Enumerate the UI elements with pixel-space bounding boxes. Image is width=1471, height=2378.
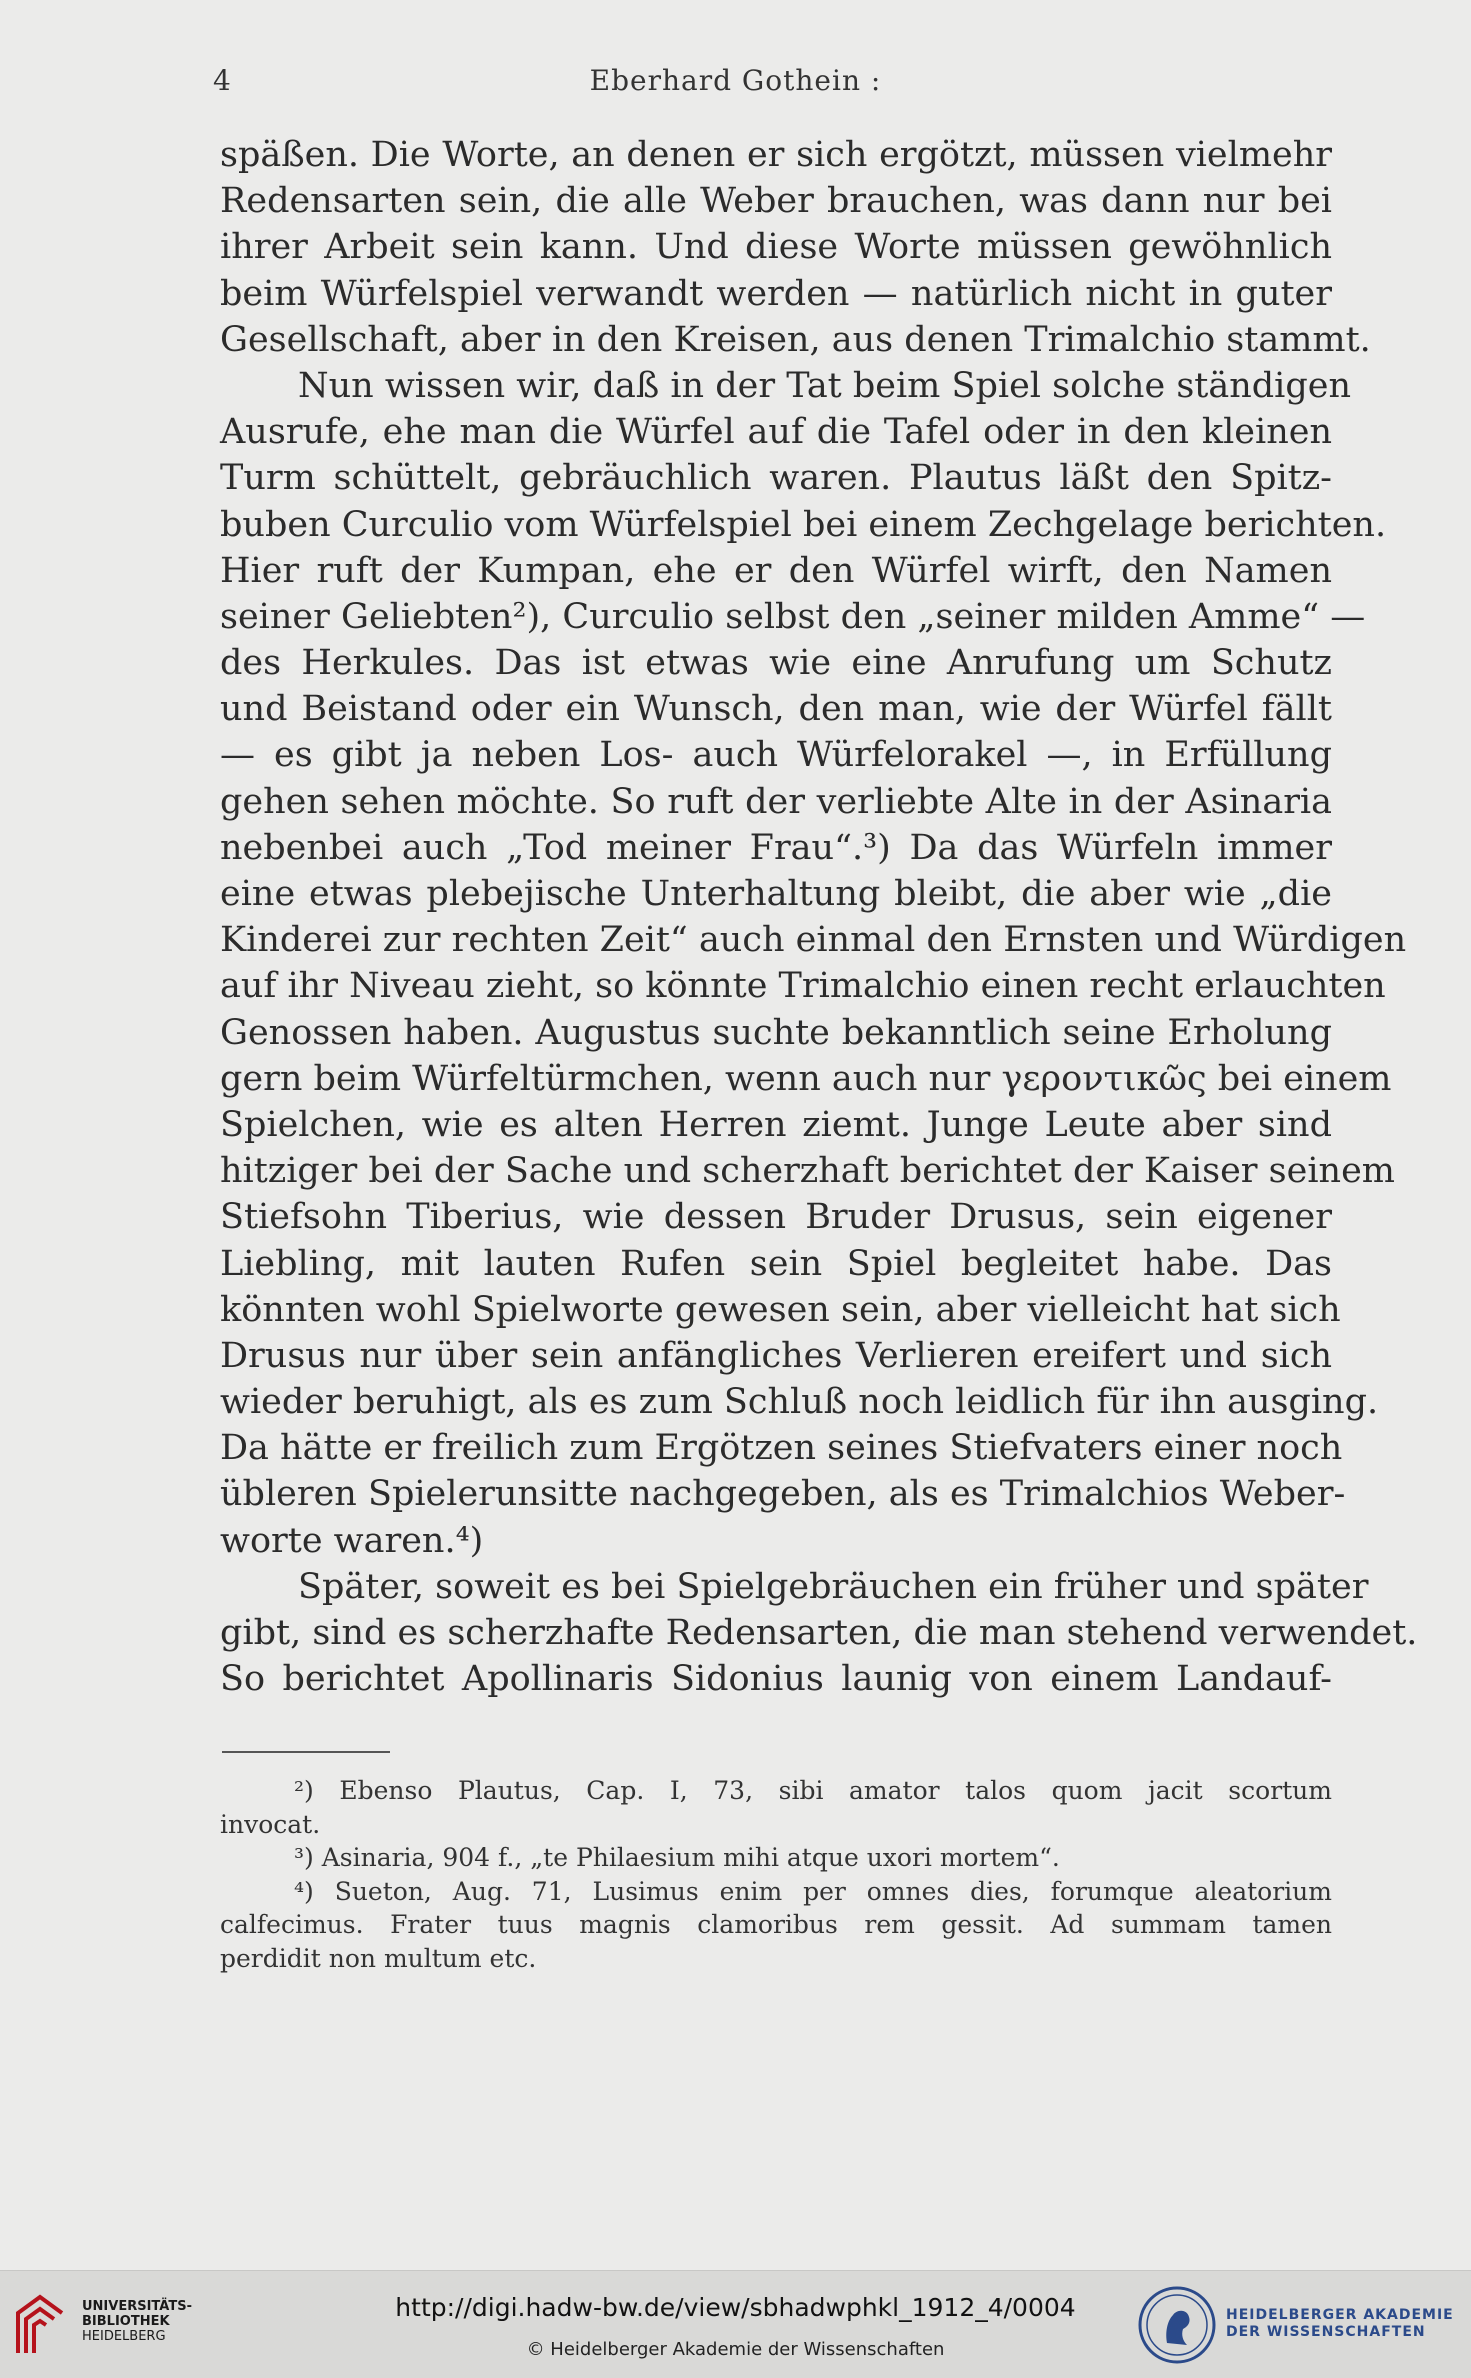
body-line: Redensarten sein, die alle Weber brauchen, was dann nur bei <box>220 181 1332 222</box>
body-line: übleren Spielerunsitte nachgegeben, als es Trimalchios Weber- <box>220 1474 1346 1515</box>
permalink-url[interactable]: http://digi.hadw-bw.de/view/sbhadwphkl_1912_4/0004 <box>395 2293 1076 2322</box>
body-line: hitziger bei der Sache und scherzhaft berichtet der Kaiser seinem <box>220 1151 1395 1192</box>
body-line: Später, soweit es bei Spielgebräuchen ein früher und später <box>298 1566 1369 1607</box>
footnote-divider <box>222 1751 390 1753</box>
body-line: Spielchen, wie es alten Herren ziemt. Junge Leute aber sind <box>220 1104 1332 1145</box>
running-header <box>0 64 1471 104</box>
footnote-line: perdidit non multum etc. <box>220 1943 537 1973</box>
body-line: buben Curculio vom Würfelspiel bei einem Zechgelage berichten. <box>220 504 1387 545</box>
body-line: späßen. Die Worte, an denen er sich ergötzt, müssen vielmehr <box>220 135 1332 175</box>
body-line: So berichtet Apollinaris Sidonius launig von einem Landauf- <box>220 1659 1332 1700</box>
body-line: ihrer Arbeit sein kann. Und diese Worte müssen gewöhnlich <box>220 227 1332 268</box>
footer-bar <box>0 2270 1471 2378</box>
body-line: und Beistand oder ein Wunsch, den man, wie der Würfel fällt <box>220 689 1332 730</box>
copyright-notice: © Heidelberger Akademie der Wissenschaften <box>526 2339 945 2360</box>
footnote-line: calfecimus. Frater tuus magnis clamoribus rem gessit. Ad summam tamen <box>220 1910 1332 1939</box>
body-line: könnten wohl Spielworte gewesen sein, aber vielleicht hat sich <box>220 1289 1341 1330</box>
body-line: worte waren.⁴) <box>220 1520 484 1561</box>
body-line: Drusus nur über sein anfängliches Verlieren ereifert und sich <box>220 1335 1332 1376</box>
body-line: eine etwas plebejische Unterhaltung bleibt, die aber wie „die <box>220 874 1332 914</box>
running-title: Eberhard Gothein : <box>589 64 882 97</box>
academy-seal-icon <box>1137 2285 1217 2365</box>
library-name: UNIVERSITÄTS- BIBLIOTHEK HEIDELBERG <box>82 2299 192 2344</box>
academy-name: HEIDELBERGER AKADEMIE DER WISSENSCHAFTEN <box>1226 2307 1454 2340</box>
body-line: Stiefsohn Tiberius, wie dessen Bruder Drusus, sein eigener <box>220 1197 1332 1238</box>
body-line: seiner Geliebten²), Curculio selbst den „seiner milden Amme“ — <box>220 596 1366 637</box>
body-line: des Herkules. Das ist etwas wie eine Anrufung um Schutz <box>220 643 1332 684</box>
footnote-line: invocat. <box>220 1809 321 1839</box>
body-line: — es gibt ja neben Los- auch Würfelorakel —, in Erfüllung <box>220 735 1332 776</box>
body-line: Liebling, mit lauten Rufen sein Spiel begleitet habe. Das <box>220 1243 1332 1284</box>
body-line: Nun wissen wir, daß in der Tat beim Spiel solche ständigen <box>298 365 1352 406</box>
page-number: 4 <box>213 64 231 97</box>
body-text <box>220 132 1418 1702</box>
body-line: Gesellschaft, aber in den Kreisen, aus denen Trimalchio stammt. <box>220 319 1371 360</box>
body-line: Turm schüttelt, gebräuchlich waren. Plautus läßt den Spitz- <box>220 458 1332 499</box>
body-line: gehen sehen möchte. So ruft der verliebte Alte in der Asinaria <box>220 781 1332 822</box>
body-line: Ausrufe, ehe man die Würfel auf die Tafel oder in den kleinen <box>220 412 1332 453</box>
body-line: gern beim Würfeltürmchen, wenn auch nur γεροντικῶς bei einem <box>220 1058 1392 1099</box>
body-line: beim Würfelspiel verwandt werden — natürlich nicht in guter <box>220 273 1332 314</box>
body-line: wieder beruhigt, als es zum Schluß noch leidlich für ihn ausging. <box>220 1382 1379 1423</box>
footnotes <box>220 1774 1332 1975</box>
footnote-line: ³) Asinaria, 904 f., „te Philaesium mihi atque uxori mortem“. <box>294 1843 1060 1872</box>
footnote-line: ²) Ebenso Plautus, Cap. I, 73, sibi amator talos quom jacit scortum <box>294 1776 1332 1805</box>
body-line: Genossen haben. Augustus suchte bekanntlich seine Erholung <box>220 1012 1332 1053</box>
body-line: nebenbei auch „Tod meiner Frau“.³) Da das Würfeln immer <box>220 827 1332 868</box>
body-line: Kinderei zur rechten Zeit“ auch einmal den Ernsten und Würdigen <box>220 920 1407 961</box>
footnote-line: ⁴) Sueton, Aug. 71, Lusimus enim per omnes dies, forumque aleatorium <box>294 1876 1332 1906</box>
body-line: Hier ruft der Kumpan, ehe er den Würfel wirft, den Namen <box>220 550 1332 591</box>
body-line: Da hätte er freilich zum Ergötzen seines Stiefvaters einer noch <box>220 1428 1343 1469</box>
body-line: auf ihr Niveau zieht, so könnte Trimalchio einen recht erlauchten <box>220 966 1386 1007</box>
body-line: gibt, sind es scherzhafte Redensarten, die man stehend verwendet. <box>220 1613 1418 1653</box>
